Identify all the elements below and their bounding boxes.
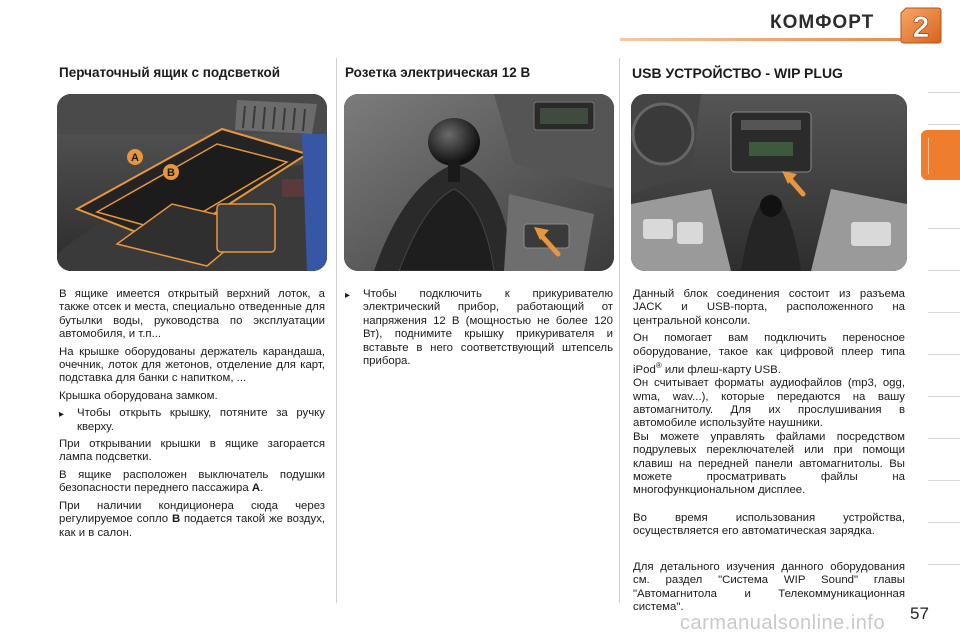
section-title: КОМФОРТ (770, 12, 875, 33)
paragraph: Вы можете управлять файлами посредством подрулевых переключателей или при помощи клавиш на передней панели автомагнитолы. Вы можете просматривать файлы на многофункциональном дисплее. (633, 430, 905, 497)
paragraph: Данный блок соединения состоит из разъема JACK и USB-порта, расположенного на центральной консоли. (633, 288, 905, 327)
callout-a-icon (127, 149, 143, 165)
paragraph: Он помогает вам подключить переносное оборудование, такое как цифровой плеер типа iPod® или флеш-карту USB. (633, 332, 905, 376)
socket-text (345, 288, 613, 368)
column-divider (336, 58, 337, 603)
paragraph: Для детального изучения данного оборудования см. раздел "Система WIP Sound" главы "Автомагнитола и Телекоммуникационная система". (633, 560, 905, 613)
svg-text:B: B (167, 167, 175, 179)
arrow-bullet-icon: ▸ (345, 290, 351, 301)
usb-text (633, 288, 905, 618)
paragraph: При открывании крышки в ящике загорается лампа подсветки. (59, 438, 325, 464)
page-header (0, 0, 960, 44)
socket-heading: Розетка электрическая 12 В (345, 65, 531, 80)
paragraph: В ящике имеется открытый верхний лоток, а также отсек и места, специально отведенные для бутылки воды, руководства по эксплуатации автомобиля, и т.п... (59, 288, 325, 341)
paragraph: Он считывает форматы аудиофайлов (mp3, ogg, wma, wav...), которые передаются на вашу автомагнитолу. Для их прослушивания в автомобиле используйте наушники. (633, 377, 905, 430)
arrow-bullet-icon: ▸ (59, 409, 65, 421)
glovebox-photo (57, 94, 327, 271)
chapter-badge (900, 6, 942, 44)
usb-heading: USB УСТРОЙСТВО - WIP PLUG (632, 65, 843, 81)
bullet-item: ▸ Чтобы подключить к прикуривателю электрический прибор, работающий от напряжения 12 В (мощностью не более 120 Вт), поднимите крышку прикуривателя и вставьте в него соответствующий штепсель прибора. (345, 288, 613, 368)
paragraph: При наличии кондиционера сюда через регулируемое сопло B подается такой же воздух, как и в салон. (59, 499, 326, 539)
paragraph: Крышка оборудована замком. (59, 389, 218, 402)
usb-photo (631, 94, 907, 271)
callout-b-icon (163, 164, 179, 180)
socket-photo (344, 94, 614, 271)
svg-text:A: A (131, 152, 139, 164)
glovebox-text (59, 288, 325, 544)
glovebox-heading: Перчаточный ящик с подсветкой (59, 65, 281, 80)
paragraph: В ящике расположен выключатель подушки безопасности переднего пассажира A. (59, 468, 325, 495)
paragraph: Во время использования устройства, осуществляется его автоматическая зарядка. (633, 511, 905, 538)
chapter-number: 2 (912, 11, 930, 44)
bullet-item: ▸ Чтобы открыть крышку, потяните за ручку кверху. (59, 407, 325, 433)
page-number: 57 (910, 604, 929, 623)
paragraph: На крышке оборудованы держатель карандаша, очечник, лоток для жетонов, отделение для карт, подставка для банки с напитком, ... (59, 345, 325, 385)
watermark: carmanualsonline.info (680, 612, 886, 634)
column-divider (619, 58, 620, 603)
header-rule (620, 38, 910, 41)
